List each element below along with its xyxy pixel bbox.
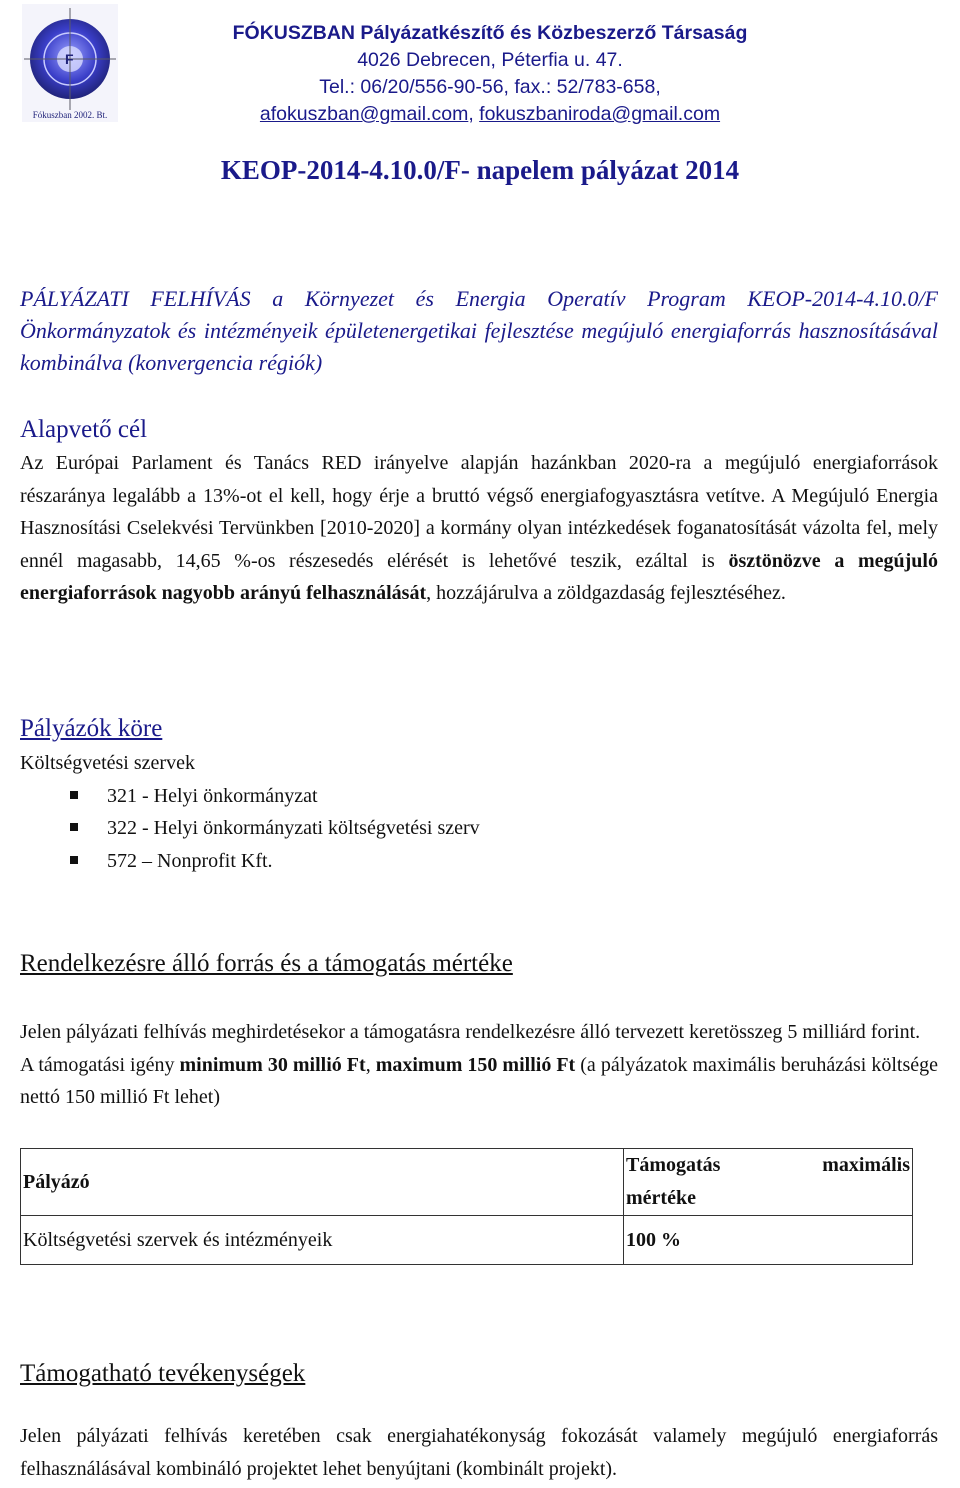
goal-text-a: Az Európai Parlament és Tanács RED irányelve alapján hazánkban 2020-ra a megújuló energiaforrások részaránya legalább a 13%-ot el kell, hogy érje a bruttó végső energiafogyasztásra vetítve. A Megújuló Energia Hasznosítási Cselekvési Tervünkben [2010-2020] a kormány olyan intézkedések foganatosítását vázolta fel, mely ennél magasabb, 14,65 %-os részesedés elérését is lehetővé teszik, ezáltal is — [20, 452, 938, 572]
activities-paragraph: Jelen pályázati felhívás keretében csak energiahatékonyság fokozását valamely megújuló energiaforrás felhasználásával kombináló projektet lehet benyújtani (kombinált projekt). — [20, 1425, 938, 1480]
logo-emblem-icon — [22, 4, 118, 122]
table-row — [21, 1216, 913, 1265]
applicants-list — [20, 780, 938, 878]
section-activities — [20, 1356, 938, 1485]
company-logo — [22, 4, 118, 122]
goal-paragraph — [20, 447, 938, 610]
bullet-square-icon — [70, 823, 78, 831]
goal-text-b: , hozzájárulva a zöldgazdaság fejlesztéséhez. — [426, 582, 786, 604]
bullet-square-icon — [70, 856, 78, 864]
logo-text: Fókuszban 2002. Bt. — [32, 110, 108, 120]
email-link-1[interactable]: afokuszban@gmail.com — [259, 103, 469, 125]
email-separator: , — [468, 103, 480, 125]
table-header-support: Támogatás maximális mértéke — [624, 1149, 913, 1216]
company-emails — [150, 101, 830, 128]
applicants-intro: Költségvetési szervek — [20, 752, 195, 774]
funding-paragraph-1: Jelen pályázati felhívás meghirdetésekor a támogatásra rendelkezésre álló tervezett keretösszeg 5 milliárd forint. — [20, 1021, 921, 1043]
section-heading-goal: Alapvető cél — [20, 416, 148, 443]
section-heading-applicants: Pályázók köre — [20, 715, 163, 742]
table-header-applicant: Pályázó — [21, 1149, 624, 1216]
table-cell-applicant: Költségvetési szervek és intézményeik — [21, 1216, 624, 1265]
company-header — [150, 20, 830, 128]
list-item: 321 - Helyi önkormányzat — [70, 780, 938, 813]
section-heading-funding: Rendelkezésre álló forrás és a támogatás mértéke — [20, 950, 513, 977]
call-announcement: PÁLYÁZATI FELHÍVÁS a Környezet és Energia Operatív Program KEOP-2014-4.10.0/F Önkormányzatok és intézményeik épületenergetikai fejlesztése megújuló energiaforrás hasznosításával kombinálva (konvergencia régiók) — [20, 286, 938, 375]
funding-min: minimum 30 millió Ft — [179, 1053, 366, 1076]
list-item: 322 - Helyi önkormányzati költségvetési szerv — [70, 812, 938, 845]
section-applicants — [20, 711, 938, 877]
funding-max: maximum 150 millió Ft — [375, 1053, 576, 1076]
table-cell-support: 100 % — [624, 1216, 913, 1265]
section-heading-activities: Támogatható tevékenységek — [20, 1360, 306, 1387]
goal-text-bold: ösztönözve a megújuló energiaforrások nagyobb arányú felhasználását — [20, 549, 938, 604]
section-basic-goal — [20, 413, 938, 610]
section-funding — [20, 946, 938, 1114]
email-link-2[interactable]: fokuszbaniroda@gmail.com — [479, 103, 721, 125]
company-phone: Tel.: 06/20/556-90-56, fax.: 52/783-658, — [319, 76, 661, 98]
company-address: 4026 Debrecen, Péterfia u. 47. — [357, 49, 623, 71]
company-name: FÓKUSZBAN Pályázatkészítő és Közbeszerző Társaság — [232, 22, 748, 44]
svg-text:F: F — [65, 51, 74, 67]
list-item: 572 – Nonprofit Kft. — [70, 845, 938, 878]
document-title: KEOP-2014-4.10.0/F- napelem pályázat 2014 — [220, 155, 740, 185]
funding-table — [20, 1148, 913, 1265]
bullet-square-icon — [70, 791, 78, 799]
funding-paragraph-2: A támogatási igény minimum 30 millió Ft, maximum 150 millió Ft (a pályázatok maximális beruházási költsége nettó 150 millió Ft lehet) — [20, 1053, 939, 1108]
table-header-row — [21, 1149, 913, 1216]
